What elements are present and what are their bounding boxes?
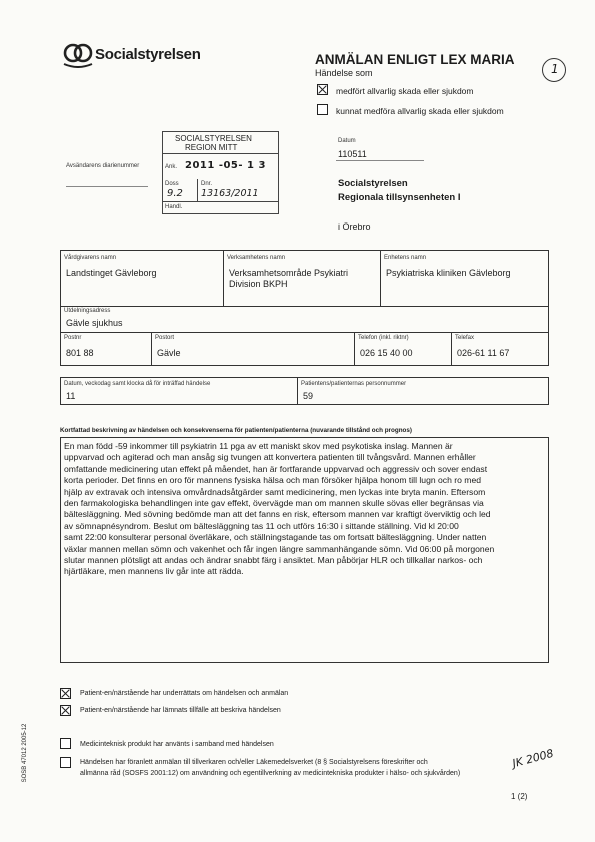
event-date-label: Datum, veckodag samt klocka då för inträffad händelse bbox=[64, 381, 211, 387]
checkbox-medical-device[interactable] bbox=[60, 738, 71, 749]
dnr-label: Dnr. bbox=[201, 181, 213, 187]
dnr-value: 13163/2011 bbox=[201, 188, 259, 199]
checkbox-patient-described[interactable] bbox=[60, 705, 71, 716]
verksamhet-label: Verksamhetens namn bbox=[227, 255, 286, 261]
handl-label: Handl. bbox=[165, 204, 183, 210]
description-line: av sömnapnésyndrom. Beslut om bältesläggning tas 11 och utförs 16:30 i sittande ställning. Vid kl 20:00 bbox=[64, 520, 459, 531]
postnr-value: 801 88 bbox=[66, 348, 94, 358]
item-patient-described: Patient-en/närstående har lämnats tillfälle att beskriva händelsen bbox=[80, 707, 281, 714]
postort-label: Postort bbox=[155, 335, 175, 341]
stamp-title: SOCIALSTYRELSEN bbox=[175, 134, 252, 143]
page-mark-text: 1 bbox=[551, 62, 559, 76]
logo bbox=[62, 40, 212, 70]
description-line: bältesläggning. Med sövning bedömde man att det fanns en risk, eftersom mannen var kraftigt överviktig och led bbox=[64, 509, 491, 520]
telefax-label: Telefax bbox=[455, 335, 475, 341]
vardgivare-label: Vårdgivarens namn bbox=[64, 255, 117, 261]
checkbox-serious-harm[interactable] bbox=[317, 84, 328, 95]
recipient-city: i Örebro bbox=[338, 222, 371, 232]
incident-heading: Händelse som bbox=[315, 68, 373, 78]
sender-dnr-label: Avsändarens diarienummer bbox=[66, 163, 140, 169]
item-patient-informed: Patient-en/närstående har underrättats om händelsen och anmälan bbox=[80, 690, 289, 697]
dossier-value: 9.2 bbox=[167, 188, 183, 199]
description-label: Kortfattad beskrivning av händelsen och konsekvenserna för patienten/patienterna (nuvarande tillstånd och prognos) bbox=[60, 427, 412, 434]
enhet-value: Psykiatriska kliniken Gävleborg bbox=[386, 268, 511, 278]
description-line: korta perioder. Det finns en oro för mannens fysiska hälsa och man försöker hjälpa honom till lugn och ro med bbox=[64, 475, 482, 486]
form-title: ANMÄLAN ENLIGT LEX MARIA bbox=[315, 52, 515, 67]
vardgivare-value: Landstinget Gävleborg bbox=[66, 268, 157, 278]
description-line: En man född -59 inkommer till psykiatrin 11 pga av ett maniskt skov med psykotiska inslag. Mannen är bbox=[64, 441, 453, 451]
description-line: den farmakologiska behandlingen inte gav effekt, övervägde man om mannen skulle sövas eller begränsas via bbox=[64, 498, 484, 509]
option-could-label: kunnat medföra allvarlig skada eller sjukdom bbox=[336, 106, 504, 116]
handwritten-note: JK 2008 bbox=[511, 746, 555, 771]
telefon-value: 026 15 40 00 bbox=[360, 348, 413, 358]
verksamhet-value-1: Verksamhetsområde Psykiatri bbox=[229, 268, 349, 278]
socialstyrelsen-logo-icon bbox=[62, 40, 94, 68]
logo-text: Socialstyrelsen bbox=[95, 46, 201, 63]
page-number: 1 (2) bbox=[511, 792, 528, 801]
description-line: hjälp av extravak och intensiva omvårdnadsåtgärder samt medicinering, men lyckas inte bryta manin. Eftersom bbox=[64, 486, 486, 497]
item-medical-device: Medicinteknisk produkt har använts i samband med händelsen bbox=[80, 741, 274, 748]
sender-dnr-line bbox=[66, 186, 148, 187]
ank-date: 2011 -05- 1 3 bbox=[185, 160, 266, 171]
address-label: Utdelningsadress bbox=[64, 308, 111, 314]
verksamhet-value-2: Division BKPH bbox=[229, 279, 288, 289]
description-line: slutar mannen plötsligt att andas och ändrar snabbt färg i ansiktet. Man påbörjar HLR och tillkallar narkos- och bbox=[64, 555, 483, 566]
item-manufacturer-report-2: allmänna råd (SOSFS 2001:12) om användning och egentillverkning av medicintekniska produkter i hälso- och sjukvården) bbox=[80, 770, 461, 777]
postort-value: Gävle bbox=[157, 348, 181, 358]
provider-box bbox=[60, 250, 549, 366]
personnr-value: 59 bbox=[303, 391, 314, 401]
checkbox-could-harm[interactable] bbox=[317, 104, 328, 115]
date-value: 110511 bbox=[338, 149, 367, 159]
checkbox-manufacturer-report[interactable] bbox=[60, 757, 71, 768]
option-serious-label: medfört allvarlig skada eller sjukdom bbox=[336, 86, 474, 96]
personnr-label: Patientens/patienternas personnummer bbox=[301, 381, 407, 387]
address-value: Gävle sjukhus bbox=[66, 318, 123, 328]
postnr-label: Postnr bbox=[64, 335, 82, 341]
recipient-unit: Regionala tillsynsenheten I bbox=[338, 192, 461, 203]
page-mark-handwritten bbox=[542, 58, 566, 82]
description-line: samt 22:00 konsulterar personal överläkare, och ställningstagande tas om fortsatt bältesläggning. Under natten bbox=[64, 532, 487, 543]
description-line: uppvarvad och agiterad och man ansåg sig tvungen att konvertera patienten till tvångsvård. Mannen erhåller bbox=[64, 452, 476, 463]
form-code: SOSB 47012 2005-12 bbox=[22, 723, 28, 783]
enhet-label: Enhetens namn bbox=[384, 255, 427, 261]
date-label: Datum bbox=[338, 138, 356, 144]
description-line: hjärtläkare, men mannens liv går inte att rädda. bbox=[64, 566, 244, 577]
item-manufacturer-report-1: Händelsen har föranlett anmälan till tillverkaren och/eller Läkemedelsverket (8 § Socialstyrelsens föreskrifter och bbox=[80, 759, 428, 766]
description-line: omfattande medicinering utan effekt på måendet, han är fortfarande uppvarvad och aggressiv och sover endast bbox=[64, 463, 488, 474]
event-date-value: 11 bbox=[66, 391, 76, 401]
description-line: växlar mannen mellan sömn och vakenhet och får ingen längre sammanhängande sömn. Vid 06:00 på morgonen bbox=[64, 543, 495, 554]
description-text bbox=[64, 441, 536, 578]
event-box bbox=[60, 377, 549, 405]
checkbox-patient-informed[interactable] bbox=[60, 688, 71, 699]
telefax-value: 026-61 11 67 bbox=[457, 348, 510, 358]
dossier-label: Doss bbox=[165, 181, 179, 187]
registration-stamp bbox=[162, 131, 279, 214]
stamp-region: REGION MITT bbox=[185, 143, 238, 152]
telefon-label: Telefon (inkl. riktnr) bbox=[358, 335, 409, 341]
ank-label: Ank. bbox=[165, 164, 178, 170]
recipient-org: Socialstyrelsen bbox=[338, 178, 408, 189]
